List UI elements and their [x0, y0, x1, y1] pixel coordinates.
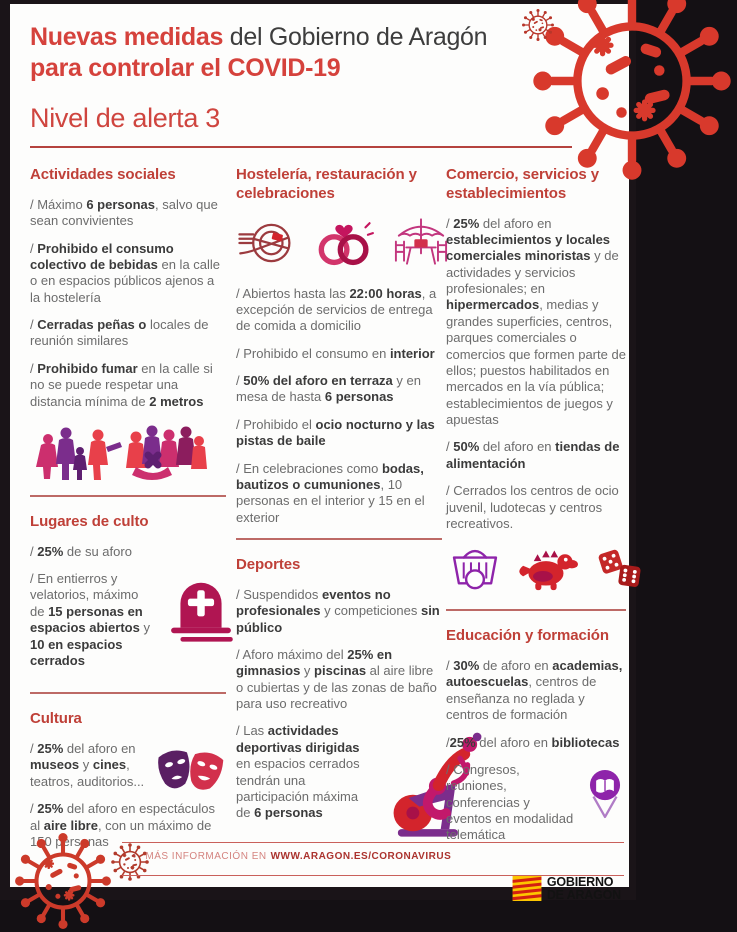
footer-info-url: WWW.ARAGON.ES/CORONAVIRUS: [270, 851, 452, 862]
column-comercio-educacion: [446, 166, 626, 855]
measure-item: / 50% del aforo en terraza y en mesa de hasta 6 personas: [236, 373, 421, 405]
section-heading-actividades-sociales: Actividades sociales: [30, 166, 176, 183]
measure-item-with-icon: [236, 723, 442, 843]
virus-icon-top-small: [521, 8, 555, 42]
measure-item: / Prohibido fumar en la calle si no se puede respetar una distancia mínima de 2 metros: [30, 360, 213, 409]
measure-item-with-icon: [446, 762, 626, 855]
virus-icon-top-large: [527, 0, 737, 186]
gobierno-de-aragon-logo: [512, 876, 621, 902]
virus-icon-bottom-small: [110, 842, 150, 882]
measure-item-with-icon: [30, 741, 226, 801]
measure-item: / Prohibido el consumo colectivo de bebidas en la calle o en espacios públicos ajenos a la hostelería: [30, 240, 221, 305]
section-divider: [446, 609, 626, 611]
comercio-icons: [446, 543, 626, 593]
shopping-basket-icon: [446, 543, 504, 593]
section-heading-educacion: Educación y formación: [446, 627, 609, 645]
header-divider: [30, 146, 572, 148]
measure-item: / 25% del aforo en establecimientos y locales comerciales minoristas y de actividades y servicios profesionales; en hipermercados, medias y grandes superficies, centros, parques comerciales o comercios que formen parte de ellos; puestos habilitados en mercados en la vía pública; establecimientos de juegos y apuestas: [446, 215, 626, 427]
section-heading-hosteleria: Hostelería, restauración y celebraciones: [236, 166, 417, 202]
section-divider: [236, 538, 442, 540]
measure-item: / Aforo máximo del 25% en gimnasios y piscinas al aire libre o cubiertas y de las zonas de baño para uso recreativo: [236, 646, 437, 711]
measure-item: / Abiertos hasta las 22:00 horas, a excepción de servicios de entrega de comida a domicilio: [236, 285, 437, 334]
measure-item: / En celebraciones como bodas, bautizos o cumuniones, 10 personas en el interior y 15 en el exterior: [236, 460, 425, 525]
gobierno-logo-text: [547, 876, 621, 902]
section-heading-deportes: Deportes: [236, 556, 301, 573]
footer-bullet: •: [132, 850, 137, 862]
terrace-table-icon: [390, 216, 452, 270]
hosteleria-icons: [236, 216, 442, 270]
measure-item: / 30% de aforo en academias, autoescuelas, centros de enseñanza no reglada y centros de formación: [446, 658, 623, 723]
logo-line-1: GOBIERNO: [546, 875, 614, 889]
location-pin-book-icon: [580, 762, 630, 824]
measure-item: / Cerradas peñas o locales de reunión similares: [30, 317, 209, 349]
logo-line-2: DE ARAGÓN: [546, 887, 621, 902]
dice-icon: [594, 545, 646, 591]
section-heading-lugares-de-culto: Lugares de culto: [30, 512, 149, 530]
measure-item: / Las actividades deportivas dirigidas en espacios cerrados tendrán una participación máxima de 6 personas: [236, 723, 360, 821]
poster-page: [10, 4, 629, 902]
measure-item-with-icon: [30, 571, 226, 680]
aragon-flag-icon: [512, 876, 542, 901]
footer-info-label: MÁS INFORMACIÓN EN: [145, 851, 267, 862]
section-divider: [30, 495, 226, 497]
section-heading-cultura: Cultura: [30, 710, 82, 728]
column-hosteleria-deportes: [236, 166, 442, 843]
restaurant-plate-icon: [236, 217, 298, 269]
measure-item: / 25% del aforo en espectáculos al aire libre, con un máximo de 150 personas: [30, 801, 216, 849]
people-gathering-icon: [36, 421, 208, 483]
measure-item: / Prohibido el ocio nocturno y las pistas de baile: [236, 416, 435, 449]
section-heading-comercio: Comercio, servicios y establecimientos: [446, 166, 599, 202]
measure-item: / Cerrados los centros de ocio juvenil, ludotecas y centros recreativos.: [446, 483, 619, 531]
measure-item: /25% del aforo en bibliotecas: [446, 734, 620, 750]
footer-divider-top: [122, 842, 624, 843]
section-divider: [30, 692, 226, 694]
measure-item: / 50% del aforo en tiendas de alimentación: [446, 439, 620, 471]
footer-info: [132, 850, 451, 862]
column-social: [30, 166, 226, 861]
measure-item: / Máximo 6 personas, salvo que sean convivientes: [30, 196, 218, 229]
toy-dinosaur-icon: [517, 544, 581, 592]
measure-item: / En entierros y velatorios, máximo de 15 personas en espacios abiertos y 10 en espacios cerrados: [30, 571, 150, 668]
wedding-rings-icon: [311, 217, 377, 269]
theater-masks-icon: [154, 741, 226, 797]
alert-level-title: Nivel de alerta 3: [30, 103, 221, 133]
tombstone-icon: [158, 573, 244, 643]
virus-icon-bottom-large: [12, 830, 114, 932]
measure-item: / 25% de su aforo: [30, 543, 132, 559]
measure-item: / Congresos, reuniones, conferencias y eventos en modalidad telemática: [446, 761, 574, 843]
measure-item: / Prohibido el consumo en interior: [236, 345, 435, 361]
measure-item: / 25% del aforo en museos y cines, teatros, auditorios...: [30, 741, 145, 789]
page-title: Nuevas medidas del Gobierno de Aragón para controlar el COVID-19: [30, 23, 488, 82]
measure-item: / Suspendidos eventos no profesionales y competiciones sin público: [236, 586, 440, 635]
